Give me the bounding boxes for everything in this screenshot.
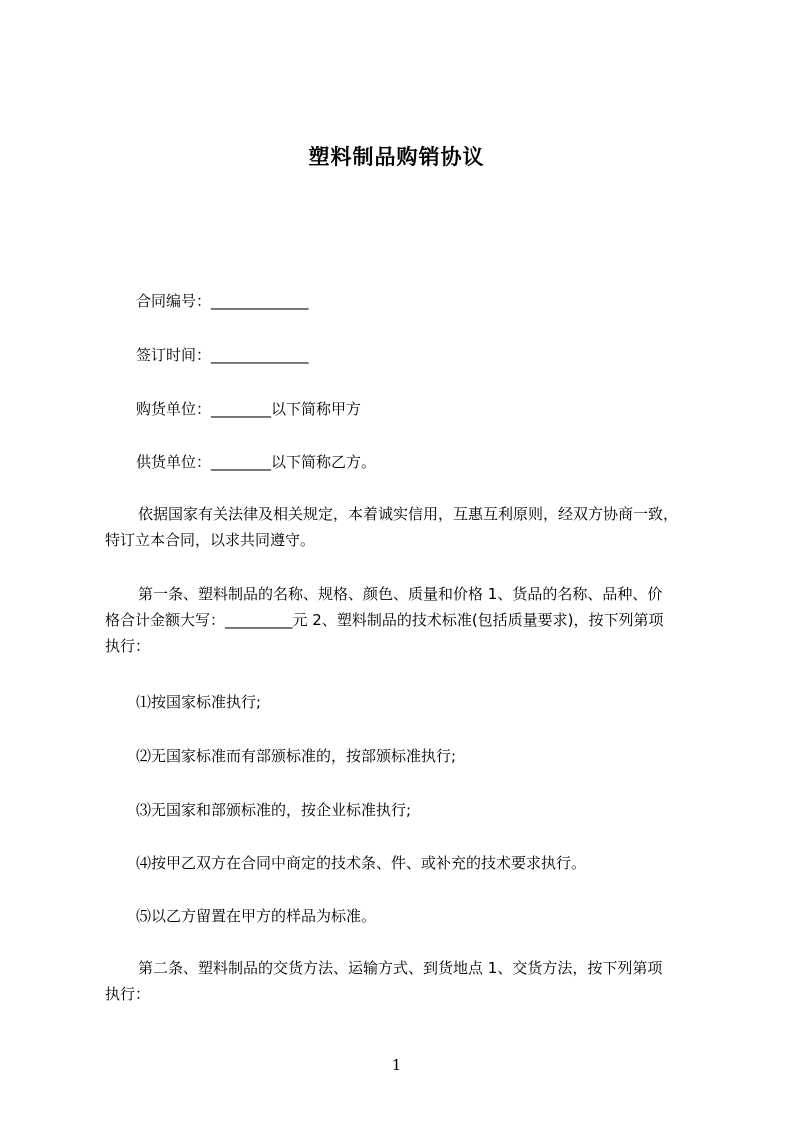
buyer-field: 购货单位：________以下简称甲方: [136, 400, 362, 418]
page-number: 1: [391, 1056, 402, 1074]
intro-line-2: 特订立本合同，以求共同遵守。: [105, 531, 316, 549]
article-1-line-1: 第一条、塑料制品的名称、规格、颜色、质量和价格 1、货品的名称、品种、价: [138, 585, 663, 603]
supplier-field: 供货单位：________以下简称乙方。: [136, 453, 377, 471]
list-item: ⑶无国家和部颁标准的，按企业标准执行;: [136, 801, 412, 819]
article-2-line-2: 执行：: [105, 985, 151, 1003]
list-item: ⑷按甲乙双方在合同中商定的技术条、件、或补充的技术要求执行。: [136, 854, 587, 872]
list-item: ⑴按国家标准执行;: [136, 693, 262, 711]
article-2-paragraph: [105, 955, 720, 1007]
contract-number-field: 合同编号：_____________: [136, 292, 309, 310]
article-1-paragraph: [105, 581, 720, 659]
intro-paragraph: [105, 501, 720, 553]
article-1-line-3: 执行：: [105, 637, 151, 655]
article-2-line-1: 第二条、塑料制品的交货方法、运输方式、到货地点 1、交货方法，按下列第项: [138, 959, 663, 977]
article-1-line-2: 格合计金额大写：_________元 2、塑料制品的技术标准(包括质量要求)，按下列第项: [105, 611, 664, 629]
intro-line-1: 依据国家有关法律及相关规定，本着诚实信用，互惠互利原则，经双方协商一致，: [138, 505, 679, 523]
list-item: ⑸以乙方留置在甲方的样品为标准。: [136, 907, 377, 925]
document-title: 塑料制品购销协议: [308, 145, 485, 169]
sign-time-field: 签订时间：_____________: [136, 346, 309, 364]
list-item: ⑵无国家标准而有部颁标准的，按部颁标准执行;: [136, 747, 457, 765]
